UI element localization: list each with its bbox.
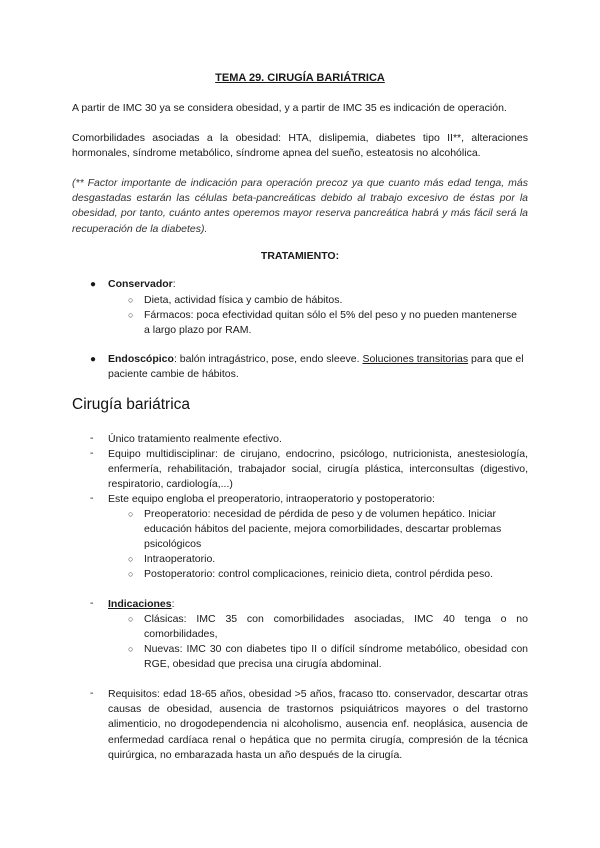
page-title: TEMA 29. CIRUGÍA BARIÁTRICA	[215, 72, 385, 84]
intro-paragraph-1: A partir de IMC 30 ya se considera obesidad, y a partir de IMC 35 es indicación de operación.	[72, 102, 507, 114]
conservador-item-1: Dieta, actividad física y cambio de hábitos.	[144, 294, 343, 306]
indicaciones-label: Indicaciones	[108, 598, 172, 610]
cirugia-item-2: Equipo multidisciplinar: de cirujano, endocrino, psicólogo, nutricionista, anestesiología, enfermería, rehabilitación, trabajador social, cirugía plástica, interconsultas (digestivo, respiratorio, cardiología,...)	[108, 448, 528, 491]
conservador-label: Conservador	[108, 278, 173, 290]
fase-postoperatorio: Postoperatorio: control complicaciones, reinicio dieta, control pérdida peso.	[144, 568, 494, 580]
circle-marker: ○	[128, 295, 134, 305]
bullet-marker: ●	[90, 279, 97, 290]
cirugia-heading: Cirugía bariátrica	[72, 396, 191, 413]
dash-marker: -	[90, 447, 94, 459]
cirugia-item-1: Único tratamiento realmente efectivo.	[108, 433, 282, 445]
soluciones-transitorias: Soluciones transitorias	[362, 353, 469, 365]
indicaciones-nuevas: Nuevas: IMC 30 con diabetes tipo II o difícil síndrome metabólico, obesidad con RGE, obesidad que precisa una cirugía abdominal.	[144, 643, 528, 671]
circle-marker: ○	[128, 569, 134, 579]
fase-intraoperatorio: Intraoperatorio.	[144, 553, 216, 565]
indicaciones-colon: :	[171, 598, 175, 610]
circle-marker: ○	[128, 644, 134, 654]
cirugia-item-3: Este equipo engloba el preoperatorio, intraoperatorio y postoperatorio:	[108, 493, 435, 505]
endoscopico-text: : balón intragástrico, pose, endo sleeve.	[173, 353, 363, 365]
endoscopico-paragraph	[108, 352, 528, 382]
dash-marker: -	[90, 687, 94, 699]
indicaciones-clasicas: Clásicas: IMC 35 con comorbilidades asociadas, IMC 40 tenga o no comorbilidades,	[144, 613, 528, 641]
conservador-colon: :	[172, 278, 176, 290]
dash-marker: -	[90, 432, 94, 444]
endoscopico-label: Endoscópico	[108, 353, 174, 365]
circle-marker: ○	[128, 614, 134, 624]
intro-paragraph-2: Comorbilidades asociadas a la obesidad: HTA, dislipemia, diabetes tipo II**, alteraciones hormonales, síndrome metabólico, síndrome apnea del sueño, esteatosis no alcohólica.	[72, 132, 528, 160]
tratamiento-heading: TRATAMIENTO:	[260, 250, 340, 262]
conservador-label-line	[108, 277, 528, 292]
dash-marker: -	[90, 492, 94, 504]
fase-preoperatorio: Preoperatorio: necesidad de pérdida de peso y de volumen hepático. Iniciar educación hábitos del paciente, mejora comorbilidades, descartar problemas psicológicos	[144, 508, 502, 551]
dash-marker: -	[90, 597, 94, 609]
intro-note: (** Factor importante de indicación para operación precoz ya que cuanto más edad tenga, más desgastadas estarán las células beta-pancreáticas debido al trabajo excesivo de éstas por la obesidad, por tanto, cuánto antes operemos mayor reserva pancreática habrá y más fácil será la recuperación de la diabetes).	[72, 177, 528, 235]
bullet-marker: ●	[90, 354, 97, 365]
circle-marker: ○	[128, 310, 134, 320]
circle-marker: ○	[128, 509, 134, 519]
conservador-item-2: Fármacos: poca efectividad quitan sólo el 5% del peso y no pueden mantenerse a largo plazo por RAM.	[144, 309, 517, 337]
indicaciones-label-line	[108, 597, 528, 612]
endoscopico-text-end: para que el paciente cambie de hábitos.	[108, 353, 524, 381]
circle-marker: ○	[128, 554, 134, 564]
requisitos-paragraph: Requisitos: edad 18-65 años, obesidad >5 años, fracaso tto. conservador, descartar otras causas de obesidad, ausencia de trastornos psiquiátricos mayores o del trastorno alimenticio, no drogodependencia ni alcoholismo, ausencia enf. neoplásica, ausencia de enfermedad cardíaca renal o hepática que no permita cirugía, compresión de la técnica quirúrgica, no embarazada hasta un año después de la cirugía.	[108, 688, 528, 761]
